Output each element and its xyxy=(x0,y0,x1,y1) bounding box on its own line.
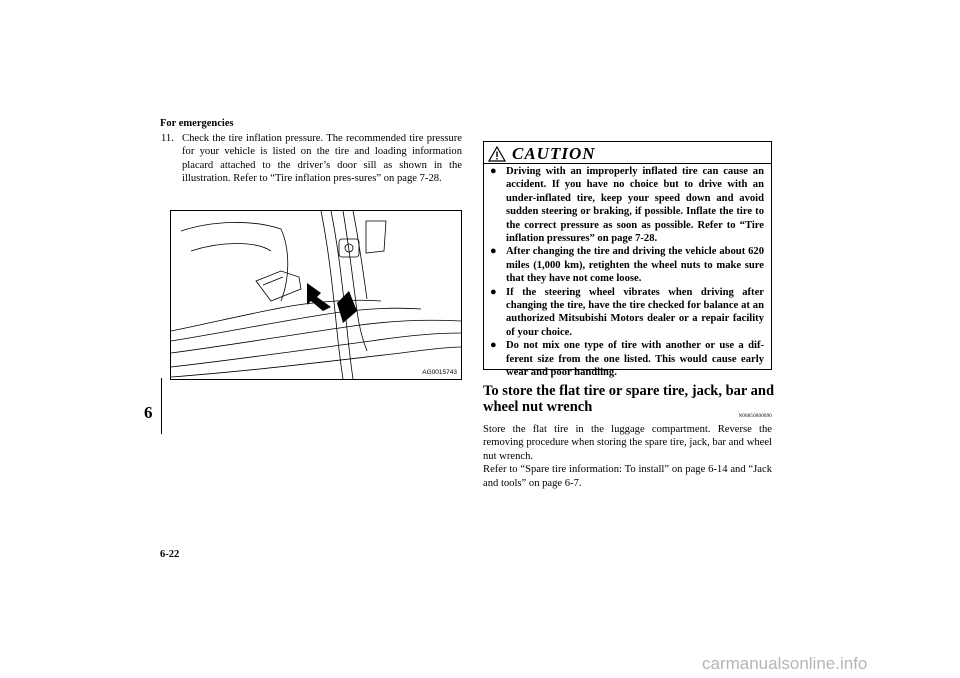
seat-line xyxy=(181,222,288,301)
section-code: N00850000090 xyxy=(738,414,772,419)
pillar-line xyxy=(353,211,367,299)
watermark: carmanualsonline.info xyxy=(702,654,868,673)
caution-item: ● After changing the tire and driving the vehicle about 620 miles (1,000 km), retighten the wheel nuts to make sure that they have not come loose. xyxy=(490,245,764,285)
caution-list xyxy=(490,165,764,380)
figure-code: AG0015743 xyxy=(422,369,457,376)
belt-buckle-detail xyxy=(263,277,283,285)
sill-line xyxy=(171,308,421,341)
step-text: Check the tire inflation pressure. The recommended tire pressure for your vehicle is listed on the tire and loading information placard attached to the driver’s door sill as shown in the illustration. Refer to “Tire inflation pres-sures” on page 7-28. xyxy=(182,133,462,185)
section-paragraph: Refer to “Spare tire information: To install” on page 6-14 and “Jack and tools” on page 6-7. xyxy=(483,464,772,489)
bullet-icon: ● xyxy=(490,339,497,352)
caution-item: ● Do not mix one type of tire with another or use a dif-ferent size from the one listed. This would cause early wear and poor handling. xyxy=(490,339,764,379)
sill-line xyxy=(171,333,461,367)
striker-plate xyxy=(366,221,386,253)
side-tab-rule xyxy=(161,378,162,434)
door-sill-illustration xyxy=(170,210,462,380)
running-header: For emergencies xyxy=(160,118,234,129)
pillar-line xyxy=(343,211,367,351)
bullet-icon: ● xyxy=(490,245,497,258)
warning-triangle-icon xyxy=(488,146,506,162)
caution-title: CAUTION xyxy=(512,144,596,163)
section-heading: To store the flat tire or spare tire, jack, bar and wheel nut wrench xyxy=(483,383,775,415)
arrow-icon xyxy=(307,283,331,311)
caution-item: ● Driving with an improperly inflated tire can cause an accident. If you have no choice but to drive with an under-inflated tire, keep your speed down and avoid sudden steering or braking, if possible. Inflate the tire to the correct pressure as soon as possible. Refer to “Tire inflation pressures” on page 7-28. xyxy=(490,165,764,245)
page-number: 6-22 xyxy=(160,549,180,560)
step-number: 11. xyxy=(161,133,174,144)
bullet-icon: ● xyxy=(490,285,497,298)
seat-line xyxy=(191,244,271,252)
belt-buckle xyxy=(256,271,301,301)
caution-divider xyxy=(484,163,771,164)
caution-box xyxy=(483,141,772,379)
caution-item: ● If the steering wheel vibrates when driving after changing the tire, have the tire checked for balance at an authorized Mitsubishi Motors dealer or a repair facility of your choice. xyxy=(490,285,764,338)
door-sill-drawing xyxy=(171,211,461,379)
step-11 xyxy=(161,132,462,186)
section-body xyxy=(483,423,772,490)
caution-header xyxy=(488,144,596,164)
bullet-icon: ● xyxy=(490,165,497,177)
section-paragraph: Store the flat tire in the luggage compartment. Reverse the removing procedure when storing the spare tire, jack, bar and wheel nut wrench. xyxy=(483,424,772,462)
side-tab-number: 6 xyxy=(144,403,153,422)
pillar-line xyxy=(321,211,343,379)
tire-placard xyxy=(337,291,357,323)
